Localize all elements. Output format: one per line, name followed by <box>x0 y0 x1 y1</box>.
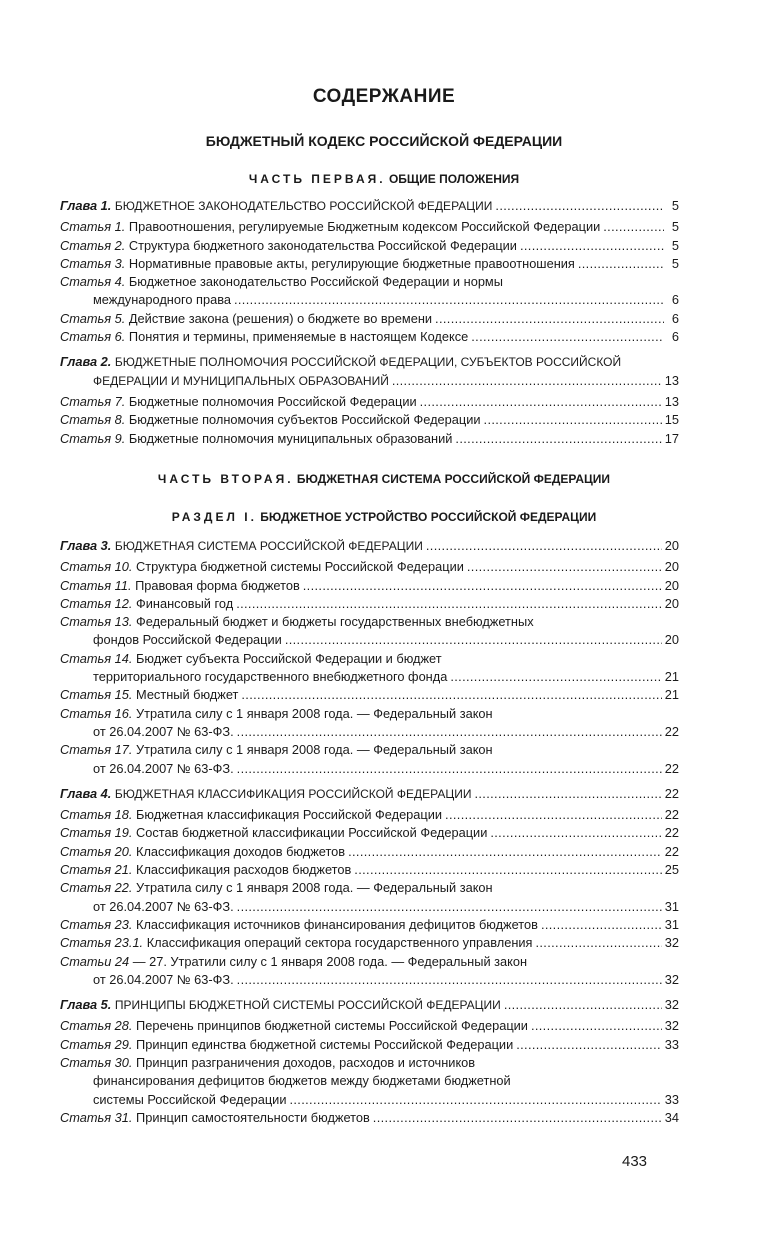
toc-entry-title: Классификация источников финансирования дефицитов бюджетов <box>136 916 538 932</box>
toc-entry-title: БЮДЖЕТНАЯ КЛАССИФИКАЦИЯ РОССИЙСКОЙ ФЕДЕРАЦИИ <box>114 786 472 801</box>
toc-entry-label: Глава 3. <box>60 538 112 553</box>
part-label: ЧАСТЬ ВТОРАЯ. <box>157 472 294 486</box>
toc-page-number: 22 <box>664 825 679 841</box>
toc-article-entry <box>60 824 679 842</box>
dot-leader <box>474 785 661 803</box>
toc-entry-text <box>60 953 527 971</box>
toc-entry-line <box>60 861 679 879</box>
toc-page-number: 25 <box>664 862 679 878</box>
toc-page-number: 20 <box>664 577 679 593</box>
toc-entry-line <box>60 353 679 371</box>
toc-page-number: 22 <box>664 843 679 859</box>
toc-entry-text <box>60 843 345 861</box>
dot-leader <box>484 411 662 429</box>
toc-entry-text <box>60 430 452 448</box>
toc-entry-text <box>93 971 234 989</box>
toc-entry-label: Глава 1. <box>60 198 112 213</box>
toc-entry-label: Статья 30. <box>60 1055 133 1071</box>
toc-article-entry <box>60 218 679 236</box>
toc-entry-text <box>60 650 442 668</box>
toc-article-entry <box>60 879 679 916</box>
toc-page-number: 20 <box>664 595 679 611</box>
toc-page-number: 20 <box>664 538 679 553</box>
toc-entry-line <box>60 613 679 631</box>
toc-entry-title: Понятия и термины, применяемые в настоящем Кодексе <box>128 329 469 345</box>
toc-article-entry <box>60 237 679 255</box>
toc-entry-text <box>60 1036 513 1054</box>
dot-leader <box>420 393 662 411</box>
toc-article-entry <box>60 1036 679 1054</box>
toc-entry-line <box>60 898 679 916</box>
toc-article-entry <box>60 613 679 650</box>
toc-entry-line <box>60 971 679 989</box>
toc-entry-title: БЮДЖЕТНАЯ СИСТЕМА РОССИЙСКОЙ ФЕДЕРАЦИИ <box>114 539 423 553</box>
dot-leader <box>535 934 661 952</box>
toc-entry-title: Бюджетное законодательство Российской Федерации и нормы <box>128 274 503 290</box>
toc-entry-line <box>60 310 679 328</box>
toc-entry-line <box>60 430 679 448</box>
toc-entry-line <box>60 705 679 723</box>
toc-article-entry <box>60 1109 679 1127</box>
toc-entry-label: Глава 2. <box>60 354 112 370</box>
toc-entry-label: Статья 5. <box>60 310 126 326</box>
dot-leader <box>426 537 662 555</box>
toc-entry-text <box>60 934 532 952</box>
toc-entry-line <box>60 1072 679 1090</box>
toc-entry-title: Утратила силу с 1 января 2008 года. — Федеральный закон <box>136 742 493 758</box>
toc-entry-label: Статья 22. <box>60 880 133 896</box>
toc-page-number: 32 <box>664 935 679 951</box>
toc-page-number: 31 <box>664 916 679 932</box>
toc-entry-title: международного права <box>93 292 231 308</box>
toc-entry-line <box>60 291 679 309</box>
toc-entry-text <box>60 273 503 291</box>
toc-entry-title: Принцип самостоятельности бюджетов <box>136 1109 370 1125</box>
toc-entry-line <box>60 824 679 842</box>
toc-entry-line <box>60 273 679 291</box>
toc-entry-label: Статья 10. <box>60 559 133 575</box>
toc-entry-text <box>60 916 538 934</box>
toc-page-number: 6 <box>671 329 679 345</box>
toc-entry-title: территориального государственного внебюджетного фонда <box>93 669 448 685</box>
toc-entry-text <box>60 411 481 429</box>
dot-leader <box>289 1091 661 1109</box>
toc-entry-text <box>60 1109 370 1127</box>
toc-article-entry <box>60 310 679 328</box>
toc-page-number: 21 <box>664 687 679 703</box>
toc-page-number: 5 <box>671 237 679 253</box>
toc-entry-title: Правоотношения, регулируемые Бюджетным кодексом Российской Федерации <box>128 219 601 235</box>
dot-leader <box>455 430 661 448</box>
toc-entry-title: ПРИНЦИПЫ БЮДЖЕТНОЙ СИСТЕМЫ РОССИЙСКОЙ ФЕДЕРАЦИИ <box>114 998 501 1013</box>
toc-page-number: 13 <box>664 372 679 388</box>
toc-entry-label: Статья 29. <box>60 1036 133 1052</box>
dot-leader <box>237 760 662 778</box>
part-heading-1 <box>0 172 768 190</box>
dot-leader <box>236 595 662 613</box>
toc-entry-title: системы Российской Федерации <box>93 1091 287 1107</box>
toc-entry-text <box>93 631 282 649</box>
toc-entry-label: Статья 12. <box>60 595 133 611</box>
dot-leader <box>541 916 662 934</box>
toc-page-number: 6 <box>671 310 679 326</box>
toc-entry-line <box>60 686 679 704</box>
toc-page-number: 22 <box>664 723 679 739</box>
toc-article-entry <box>60 1017 679 1035</box>
toc-entry-text <box>60 1054 475 1072</box>
toc-entry-text <box>93 372 389 390</box>
toc-entry-text <box>60 537 423 555</box>
toc-entry-label: Статья 4. <box>60 274 126 290</box>
dot-leader <box>467 558 662 576</box>
toc-entry-title: Принцип разграничения доходов, расходов и источников <box>136 1055 476 1071</box>
toc-page-number: 20 <box>664 559 679 575</box>
toc-entry-line <box>60 577 679 595</box>
toc-article-entry <box>60 934 679 952</box>
toc-entry-title: Бюджетная классификация Российской Федерации <box>136 807 443 823</box>
toc-page-number: 6 <box>671 292 679 308</box>
toc-article-entry <box>60 577 679 595</box>
toc-entry-label: Статья 31. <box>60 1109 133 1125</box>
toc-entry-line <box>60 953 679 971</box>
toc-entry-text <box>93 723 234 741</box>
toc-entry-title: Бюджетные полномочия субъектов Российской Федерации <box>128 412 481 428</box>
toc-section-2 <box>60 537 679 1127</box>
toc-entry-label: Статья 17. <box>60 742 133 758</box>
toc-entry-title: Бюджетные полномочия муниципальных образований <box>128 430 453 446</box>
toc-entry-label: Статья 1. <box>60 219 126 235</box>
dot-leader <box>578 255 664 273</box>
toc-page-number: 15 <box>664 412 679 428</box>
toc-entry-line <box>60 393 679 411</box>
toc-entry-text <box>93 1072 511 1090</box>
toc-chapter-entry <box>60 537 679 555</box>
toc-page-number: 17 <box>664 430 679 446</box>
toc-entry-text <box>60 996 501 1014</box>
toc-entry-label: Статья 9. <box>60 430 126 446</box>
toc-entry-line <box>60 785 679 803</box>
toc-entry-label: Глава 4. <box>60 785 112 801</box>
toc-article-entry <box>60 916 679 934</box>
dot-leader <box>303 577 662 595</box>
toc-article-entry <box>60 843 679 861</box>
toc-entry-line <box>60 934 679 952</box>
toc-entry-line <box>60 1054 679 1072</box>
toc-entry-title: БЮДЖЕТНЫЕ ПОЛНОМОЧИЯ РОССИЙСКОЙ ФЕДЕРАЦИИ, СУБЪЕКТОВ РОССИЙСКОЙ <box>114 355 622 370</box>
toc-entry-text <box>60 824 487 842</box>
toc-entry-line <box>60 218 679 236</box>
toc-chapter-entry <box>60 996 679 1014</box>
toc-chapter-entry <box>60 197 679 215</box>
toc-entry-label: Статья 18. <box>60 807 133 823</box>
toc-entry-text <box>60 686 238 704</box>
dot-leader <box>435 310 664 328</box>
toc-entry-title: БЮДЖЕТНОЕ ЗАКОНОДАТЕЛЬСТВО РОССИЙСКОЙ ФЕДЕРАЦИИ <box>114 199 493 213</box>
toc-entry-title: ФЕДЕРАЦИИ И МУНИЦИПАЛЬНЫХ ОБРАЗОВАНИЙ <box>93 373 389 388</box>
toc-entry-line <box>60 650 679 668</box>
dot-leader <box>520 237 664 255</box>
dot-leader <box>354 861 661 879</box>
toc-page-number: 31 <box>664 898 679 914</box>
toc-entry-text <box>93 1091 286 1109</box>
toc-entry-line <box>60 237 679 255</box>
dot-leader <box>237 898 662 916</box>
toc-page-number: 22 <box>664 785 679 801</box>
toc-entry-label: Глава 5. <box>60 997 112 1013</box>
toc-entry-title: Утратила силу с 1 января 2008 года. — Федеральный закон <box>136 705 493 721</box>
toc-entry-line <box>60 1109 679 1127</box>
toc-entry-text <box>60 1017 528 1035</box>
toc-entry-line <box>60 595 679 613</box>
toc-article-entry <box>60 393 679 411</box>
toc-entry-line <box>60 996 679 1014</box>
dot-leader <box>445 806 662 824</box>
page-title: СОДЕРЖАНИЕ <box>312 86 456 107</box>
toc-article-entry <box>60 595 679 613</box>
toc-entry-title: Правовая форма бюджетов <box>135 577 300 593</box>
toc-page-number: 34 <box>664 1109 679 1125</box>
toc-entry-title: от 26.04.2007 № 63-ФЗ. <box>93 898 234 914</box>
toc-page-number: 5 <box>671 255 679 271</box>
toc-entry-line <box>60 668 679 686</box>
toc-entry-title: Принцип единства бюджетной системы Российской Федерации <box>136 1036 514 1052</box>
toc-entry-title: фондов Российской Федерации <box>93 632 282 648</box>
toc-entry-label: Статья 23.1. <box>60 935 144 951</box>
dot-leader <box>348 843 662 861</box>
toc-page-number: 13 <box>664 393 679 409</box>
toc-article-entry <box>60 558 679 576</box>
toc-page-number: 22 <box>664 807 679 823</box>
toc-entry-label: Статья 3. <box>60 255 126 271</box>
toc-article-entry <box>60 650 679 687</box>
toc-section-1 <box>60 197 679 448</box>
dot-leader <box>471 328 664 346</box>
toc-entry-text <box>60 328 468 346</box>
dot-leader <box>516 1036 662 1054</box>
toc-article-entry <box>60 806 679 824</box>
toc-entry-title: от 26.04.2007 № 63-ФЗ. <box>93 971 234 987</box>
toc-page-number: 20 <box>664 632 679 648</box>
toc-entry-title: Перечень принципов бюджетной системы Российской Федерации <box>136 1018 528 1034</box>
toc-article-entry <box>60 273 679 310</box>
toc-entry-line <box>60 197 679 215</box>
toc-entry-label: Статья 15. <box>60 687 133 703</box>
toc-entry-title: Федеральный бюджет и бюджеты государственных внебюджетных <box>136 614 534 630</box>
toc-entry-text <box>60 393 417 411</box>
toc-entry-label: Статья 8. <box>60 412 126 428</box>
toc-entry-line <box>60 328 679 346</box>
toc-article-entry <box>60 411 679 429</box>
toc-entry-title: Утратила силу с 1 января 2008 года. — Федеральный закон <box>136 880 493 896</box>
toc-chapter-entry <box>60 785 679 803</box>
code-title: БЮДЖЕТНЫЙ КОДЕКС РОССИЙСКОЙ ФЕДЕРАЦИИ <box>205 133 563 149</box>
toc-page-number: 33 <box>664 1091 679 1107</box>
toc-article-entry <box>60 861 679 879</box>
toc-entry-label: Статья 6. <box>60 329 126 345</box>
toc-entry-title: Структура бюджетной системы Российской Федерации <box>136 559 464 575</box>
page-number: 433 <box>622 1153 648 1170</box>
toc-entry-text <box>60 310 432 328</box>
toc-entry-line <box>60 537 679 555</box>
toc-entry-text <box>60 595 233 613</box>
toc-entry-text <box>60 879 493 897</box>
toc-entry-title: от 26.04.2007 № 63-ФЗ. <box>93 760 234 776</box>
toc-article-entry <box>60 953 679 990</box>
dot-leader <box>234 291 664 309</box>
section-name: БЮДЖЕТНОЕ УСТРОЙСТВО РОССИЙСКОЙ ФЕДЕРАЦИИ <box>260 510 597 524</box>
dot-leader <box>237 723 662 741</box>
toc-entry-label: Статья 28. <box>60 1018 133 1034</box>
toc-page-number: 32 <box>664 1018 679 1034</box>
toc-entry-text <box>93 760 234 778</box>
toc-entry-label: Статья 14. <box>60 650 133 666</box>
toc-entry-title: Бюджет субъекта Российской Федерации и бюджет <box>136 650 442 666</box>
part-heading-2 <box>0 472 768 490</box>
toc-entry-text <box>60 613 534 631</box>
toc-entry-title: Классификация операций сектора государственного управления <box>146 935 533 951</box>
toc-entry-text <box>60 353 621 371</box>
toc-entry-text <box>93 668 447 686</box>
toc-page-number: 32 <box>664 997 679 1013</box>
toc-entry-label: Статья 7. <box>60 393 126 409</box>
toc-entry-text <box>60 255 575 273</box>
toc-entry-line <box>60 806 679 824</box>
toc-entry-text <box>60 197 492 215</box>
dot-leader <box>450 668 661 686</box>
toc-entry-line <box>60 1036 679 1054</box>
toc-entry-title: финансирования дефицитов бюджетов между бюджетами бюджетной <box>93 1073 511 1089</box>
toc-entry-title: Действие закона (решения) о бюджете во времени <box>128 310 433 326</box>
toc-page-number: 32 <box>664 971 679 987</box>
toc-entry-text <box>60 741 493 759</box>
toc-entry-title: Бюджетные полномочия Российской Федерации <box>128 393 417 409</box>
toc-article-entry <box>60 705 679 742</box>
toc-entry-line <box>60 723 679 741</box>
dot-leader <box>373 1109 662 1127</box>
dot-leader <box>392 372 662 390</box>
toc-page-number: 21 <box>664 669 679 685</box>
toc-entry-title: от 26.04.2007 № 63-ФЗ. <box>93 723 234 739</box>
toc-entry-line <box>60 631 679 649</box>
toc-entry-text <box>60 806 442 824</box>
toc-entry-title: Классификация расходов бюджетов <box>136 862 352 878</box>
toc-entry-label: Статья 2. <box>60 237 126 253</box>
toc-entry-label: Статья 23. <box>60 916 133 932</box>
toc-entry-line <box>60 372 679 390</box>
toc-entry-title: — 27. Утратили силу с 1 января 2008 года. — Федеральный закон <box>132 953 528 969</box>
toc-entry-line <box>60 879 679 897</box>
toc-entry-line <box>60 558 679 576</box>
dot-leader <box>495 197 664 215</box>
part-label: ЧАСТЬ ПЕРВАЯ. <box>248 172 386 186</box>
toc-entry-label: Статья 11. <box>60 577 132 593</box>
toc-entry-title: Состав бюджетной классификации Российской Федерации <box>136 825 488 841</box>
toc-entry-line <box>60 741 679 759</box>
toc-article-entry <box>60 686 679 704</box>
toc-entry-text <box>60 705 493 723</box>
toc-page-number: 33 <box>664 1036 679 1052</box>
dot-leader <box>603 218 664 236</box>
toc-entry-title: Нормативные правовые акты, регулирующие бюджетные правоотношения <box>128 255 575 271</box>
dot-leader <box>490 824 661 842</box>
toc-entry-line <box>60 1091 679 1109</box>
toc-article-entry <box>60 328 679 346</box>
toc-article-entry <box>60 430 679 448</box>
toc-entry-text <box>60 577 300 595</box>
toc-entry-label: Статьи 24 <box>60 953 130 969</box>
toc-article-entry <box>60 1054 679 1109</box>
toc-entry-line <box>60 255 679 273</box>
toc-entry-text <box>60 218 600 236</box>
dot-leader <box>241 686 661 704</box>
dot-leader <box>531 1017 662 1035</box>
toc-article-entry <box>60 741 679 778</box>
toc-entry-text <box>60 237 517 255</box>
toc-entry-line <box>60 843 679 861</box>
section-label: РАЗДЕЛ I. <box>171 510 257 524</box>
toc-entry-text <box>93 291 231 309</box>
toc-page-number: 22 <box>664 760 679 776</box>
toc-entry-label: Статья 13. <box>60 614 133 630</box>
toc-entry-line <box>60 1017 679 1035</box>
part-name: ОБЩИЕ ПОЛОЖЕНИЯ <box>388 172 520 186</box>
toc-entry-text <box>60 558 464 576</box>
dot-leader <box>285 631 662 649</box>
toc-entry-line <box>60 916 679 934</box>
section-heading <box>0 510 768 528</box>
toc-page-number: 5 <box>671 198 679 213</box>
toc-entry-text <box>93 898 234 916</box>
toc-entry-title: Классификация доходов бюджетов <box>136 843 346 859</box>
toc-entry-title: Структура бюджетного законодательства Российской Федерации <box>128 237 517 253</box>
dot-leader <box>237 971 662 989</box>
toc-entry-title: Местный бюджет <box>136 687 239 703</box>
toc-entry-text <box>60 861 351 879</box>
toc-entry-label: Статья 16. <box>60 705 133 721</box>
toc-entry-label: Статья 20. <box>60 843 133 859</box>
toc-entry-label: Статья 21. <box>60 862 133 878</box>
part-name: БЮДЖЕТНАЯ СИСТЕМА РОССИЙСКОЙ ФЕДЕРАЦИИ <box>296 472 611 486</box>
toc-chapter-entry <box>60 353 679 390</box>
toc-article-entry <box>60 255 679 273</box>
dot-leader <box>504 996 662 1014</box>
toc-page-number: 5 <box>671 219 679 235</box>
toc-entry-line <box>60 760 679 778</box>
toc-entry-title: Финансовый год <box>136 595 234 611</box>
toc-entry-text <box>60 785 471 803</box>
toc-entry-label: Статья 19. <box>60 825 133 841</box>
toc-entry-line <box>60 411 679 429</box>
